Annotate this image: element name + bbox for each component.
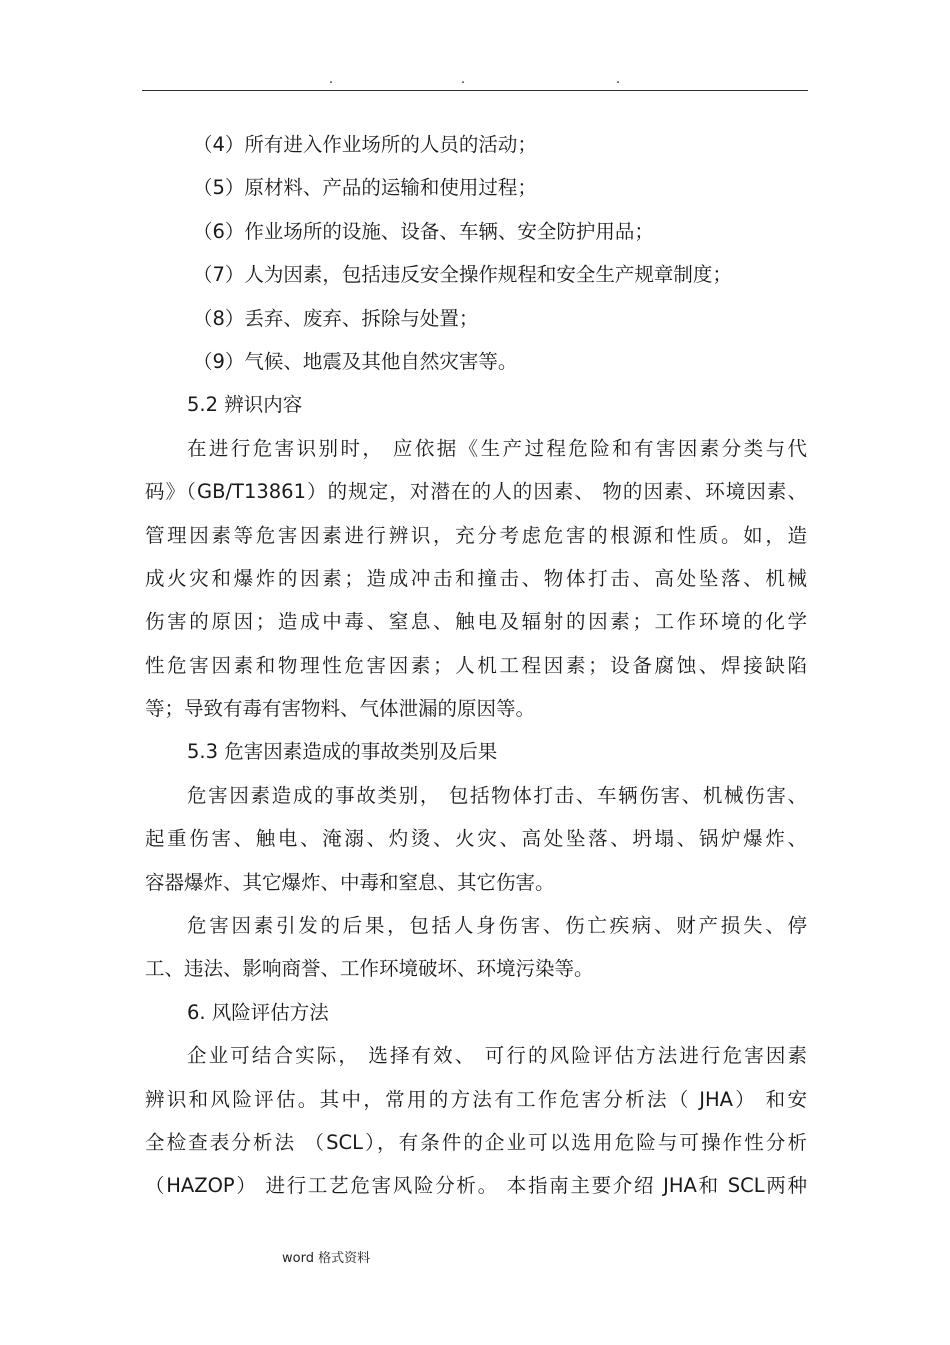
paragraph-line: 危害因素造成的事故类别， 包括物体打击、车辆伤害、机械伤害、 — [187, 783, 807, 807]
header-dot: . — [329, 72, 334, 87]
list-item: （8）丢弃、废弃、拆除与处置； — [193, 306, 479, 330]
paragraph-line: 危害因素引发的后果，包括人身伤害、伤亡疾病、财产损失、停 — [187, 914, 807, 938]
paragraph-line: 管理因素等危害因素进行辨识，充分考虑危害的根源和性质。如，造 — [145, 523, 807, 547]
list-item: （6）作业场所的设施、设备、车辆、安全防护用品； — [193, 219, 654, 243]
section-heading-5-2: 5.2 辨识内容 — [187, 393, 303, 417]
section-heading-6: 6. 风险评估方法 — [187, 1000, 329, 1024]
paragraph-line: 伤害的原因；造成中毒、窒息、触电及辐射的因素；工作环境的化学 — [145, 610, 807, 634]
header-dot: . — [461, 72, 466, 87]
header-rule — [142, 90, 808, 91]
section-6-paragraph — [145, 1034, 807, 1208]
list-item: （9）气候、地震及其他自然灾害等。 — [193, 349, 518, 373]
paragraph-line: 性危害因素和物理性危害因素；人机工程因素；设备腐蚀、焊接缺陷 — [145, 653, 807, 677]
paragraph-line: 等；导致有毒有害物料、气体泄漏的原因等。 — [145, 697, 536, 721]
page-footer: word 格式资料 — [282, 1251, 371, 1266]
list-item: （7）人为因素，包括违反安全操作规程和安全生产规章制度； — [193, 263, 732, 287]
section-5-3-paragraph-2 — [145, 904, 807, 991]
paragraph-line: （HAZOP） 进行工艺危害风险分析。 本指南主要介绍 JHA和 SCL两种 — [145, 1174, 807, 1198]
page-header — [142, 72, 808, 88]
paragraph-line: 起重伤害、触电、淹溺、灼烫、火灾、高处坠落、坍塌、锅炉爆炸、 — [145, 827, 807, 851]
list-item: （5）原材料、产品的运输和使用过程； — [193, 176, 537, 200]
paragraph-line: 容器爆炸、其它爆炸、中毒和窒息、其它伤害。 — [145, 870, 555, 894]
hazard-source-list — [145, 123, 807, 383]
paragraph-line: 全检查表分析法 （SCL），有条件的企业可以选用危险与可操作性分析 — [145, 1130, 807, 1154]
header-dot: . — [616, 72, 621, 87]
section-5-3-paragraph-1 — [145, 774, 807, 904]
section-5-2-paragraph — [145, 427, 807, 731]
paragraph-line: 码》（GB/T13861）的规定，对潜在的人的因素、 物的因素、环境因素、 — [145, 480, 807, 504]
section-heading-5-3: 5.3 危害因素造成的事故类别及后果 — [187, 740, 498, 764]
list-item: （4）所有进入作业场所的人员的活动； — [193, 133, 537, 156]
paragraph-line: 辨识和风险评估。其中，常用的方法有工作危害分析法（ JHA） 和安 — [145, 1087, 807, 1111]
paragraph-line: 在进行危害识别时， 应依据《生产过程危险和有害因素分类与代 — [187, 436, 807, 460]
paragraph-line: 工、违法、影响商誉、工作环境破坏、环境污染等。 — [145, 957, 594, 981]
paragraph-line: 企业可结合实际， 选择有效、 可行的风险评估方法进行危害因素 — [187, 1044, 807, 1068]
document-body — [145, 123, 807, 1208]
paragraph-line: 成火灾和爆炸的因素；造成冲击和撞击、物体打击、高处坠落、机械 — [145, 566, 807, 590]
